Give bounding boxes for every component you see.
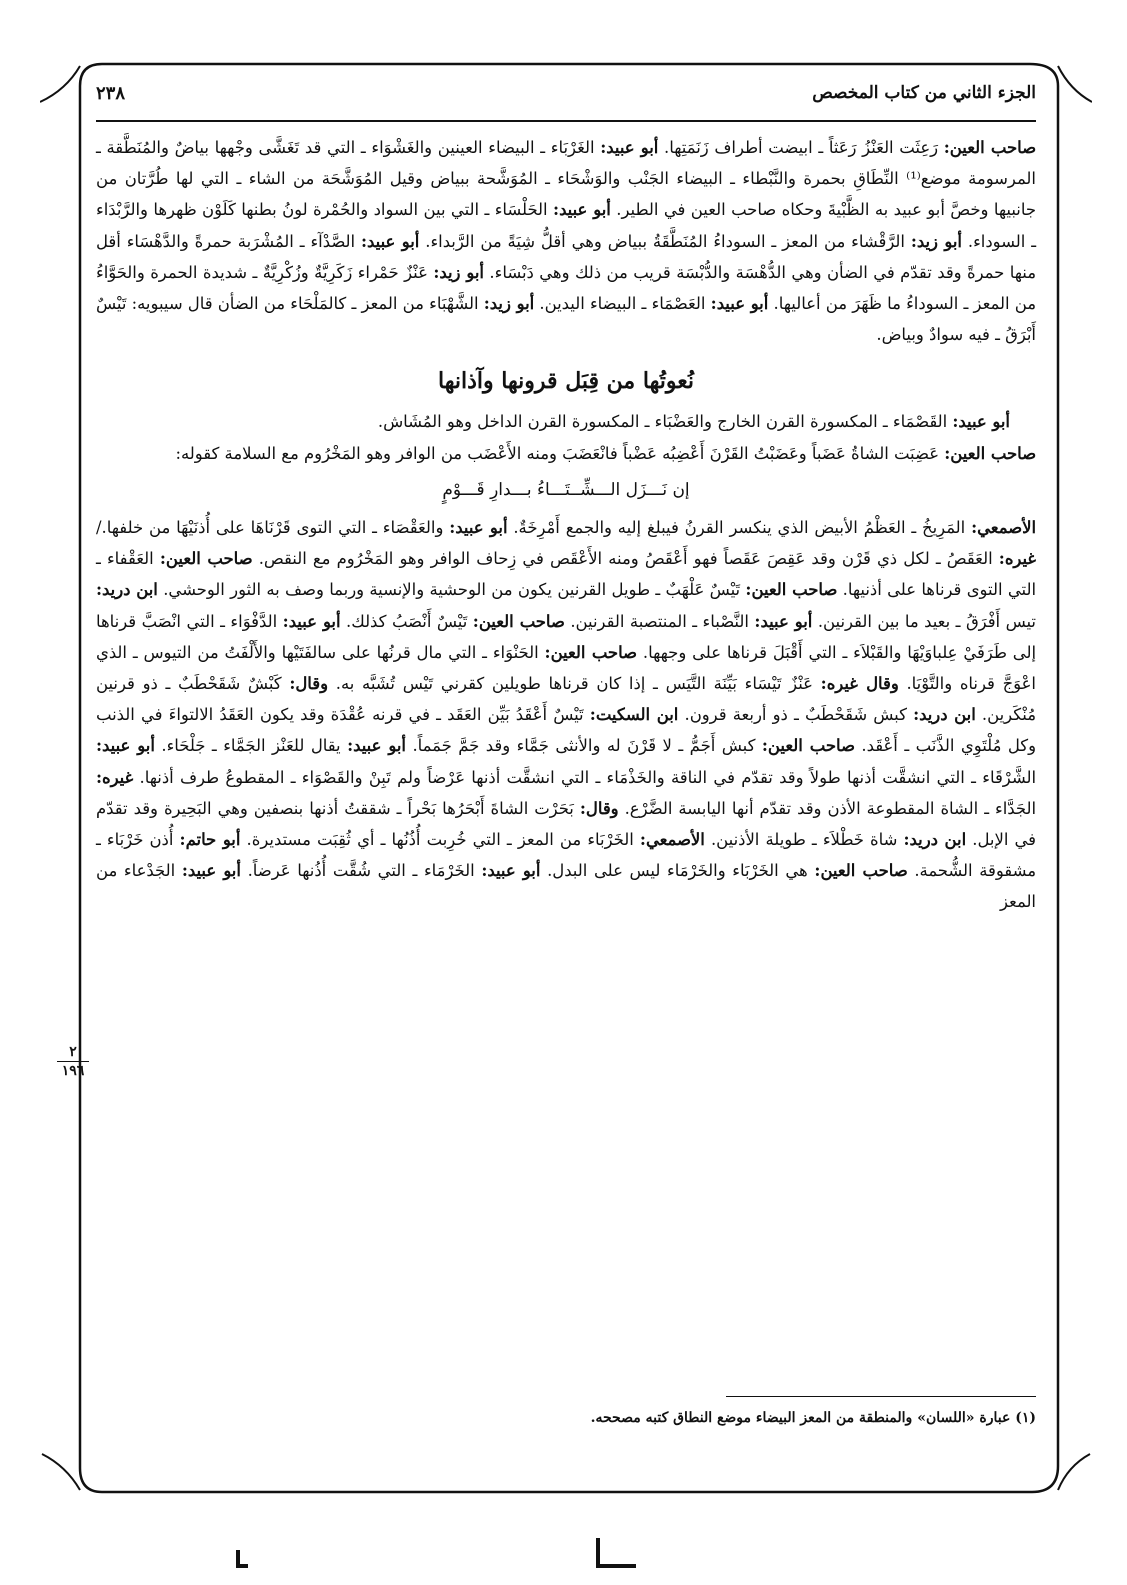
paragraph-text: تَيْسٌ أَعْقَدُ بَيِّن العَقَد ـ في قرنه عُقْدَة وقد يكون العَقَدُ الالتواءَ في الذنب وكل مُلْتَوِي الذَّنَب ـ أَعْقَد. bbox=[96, 705, 1036, 756]
paragraph-text: عَنْزٌ حَمْراء زَكَرِيَّةٌ وزُكْرِيَّةٌ ـ شديدة الحمرة والحَوَّاءُ من المعز ـ السوداءُ ما ظَهَرَ من أعاليها. bbox=[96, 262, 1036, 314]
header-rule bbox=[96, 120, 1036, 122]
paragraph-text: تيس أَفْرَقُ ـ بعيد ما بين القرنين. bbox=[812, 611, 1036, 631]
page-body bbox=[96, 132, 1036, 918]
paragraph-text: الحَنْوَاء ـ التي مال قرنُها على سالفَتَيْها والأَلْفَتُ من التيوس ـ الذي اعْوَجَّ قرناه والتَّوْيَا. bbox=[96, 642, 1036, 694]
footnote-rule bbox=[726, 1396, 1036, 1397]
speaker-attribution: ابن السكيت: bbox=[589, 705, 679, 725]
paragraph-text: والعَقْصَاء ـ التي التوى قَرْنَاهَا على أُذنَيْهَا من خلفها./ bbox=[96, 518, 450, 538]
section-title: نُعوتُها من قِبَل قرونها وآذانها bbox=[438, 368, 694, 395]
speaker-attribution: أبو عبيد: bbox=[710, 294, 769, 314]
speaker-attribution: أبو زيد: bbox=[910, 231, 962, 251]
page-number: ٢٣٨ bbox=[96, 82, 126, 104]
paragraph-text: أُذن خَرْبَاء ـ مشقوقة الشُّحمة. bbox=[96, 830, 1037, 881]
margin-reference-page: ١٩٦ bbox=[61, 1063, 85, 1079]
speaker-attribution: صاحب العين: bbox=[745, 580, 838, 600]
paragraph-text: عَضِبَت الشاةُ عَضَباً وعَضَبْتُ القَرْنَ أَعْضِبُه عَضْباً فانْعَضَبَ ومنه الأَعْضَب من الوافر وهو المَخْرُوم مع السلامة كقوله: bbox=[175, 443, 945, 463]
speaker-attribution: وقال غيره: bbox=[820, 674, 899, 694]
speaker-attribution: أبو عبيد: bbox=[282, 611, 341, 631]
paragraph-text: القَصْمَاء ـ المكسورة القرن الخارج والعَضْبَاء ـ المكسورة القرن الداخل وهو المُشَاش. bbox=[377, 412, 953, 432]
speaker-attribution: أبو عبيد: bbox=[600, 138, 659, 157]
speaker-attribution: أبو عبيد: bbox=[754, 611, 813, 631]
speaker-attribution: صاحب العين: bbox=[544, 642, 637, 662]
paragraph-text: الجَدَّاء ـ الشاة المقطوعة الأذن وقد تقدّم أنها اليابسة الضَّرْع. bbox=[618, 798, 1036, 818]
margin-reference-volume: ٢ bbox=[57, 1045, 89, 1062]
speaker-attribution: أبو عبيد: bbox=[449, 518, 508, 538]
paragraph-text: الغَرْبَاء ـ البيضاء العينين والغَشْوَاء ـ التي قد تَغَشَّى وجْهها بياضٌ والمُنَطَّقة ـ المرسومة موضع⁽¹⁾ النِّطَاقِ بحمرة والنَّبْطاء ـ البيضاء الجَنْب والوَشْحَاء ـ المُوَشَّحة ببياض وقيل المُوَشَّحَة من الشاء ـ التي لها طُرَّتان من جانبيها وخصَّ أبو عبيد به الظَّبْيةَ وحكاه صاحب العين في الطير. bbox=[96, 138, 1036, 220]
paragraph bbox=[96, 406, 1036, 437]
speaker-attribution: الأصمعي: bbox=[971, 518, 1036, 538]
running-title: الجزء الثاني من كتاب المخصص bbox=[812, 83, 1036, 103]
paragraph-text: كبش أَجَمُّ ـ لا قَرْنَ له والأنثى جَمَّاء وقد جَمَّ جَمَماً. bbox=[405, 736, 762, 756]
speaker-attribution: صاحب العين: bbox=[814, 861, 908, 881]
speaker-attribution: أبو عبيد: bbox=[96, 736, 155, 756]
speaker-attribution: أبو حاتم: bbox=[179, 830, 241, 850]
paragraph-text: عَنْزٌ تَيْسَاء بَيِّنَة التَّيَس ـ إذا كان قرناها طويلين كقرني تَيْس تُشَبَّه به. bbox=[328, 674, 821, 694]
paragraph-text: هي الخَرْبَاء والخَرْمَاء ليس على البدل. bbox=[540, 861, 815, 881]
speaker-attribution: أبو عبيد: bbox=[347, 736, 406, 756]
verse-line: إن نَـــزَل الـــشِّــتَـــاءُ بـــدارِ قَـــوْمٍ bbox=[442, 479, 690, 500]
paragraph-text: بَحَرْت الشاةَ أَبْحَرُها بَحْراً ـ شققتُ أذنها بنصفين وهي البَحِيرة وقد تقدّم في الإبل. bbox=[96, 798, 1037, 850]
section-paragraphs bbox=[96, 406, 1036, 468]
speaker-attribution: صاحب العين: bbox=[943, 138, 1036, 157]
bottom-paragraphs bbox=[96, 512, 1036, 918]
speaker-attribution: صاحب العين: bbox=[944, 443, 1036, 463]
paragraph-text: العَصْمَاء ـ البيضاء اليدين. bbox=[534, 294, 711, 314]
speaker-attribution: غيره: bbox=[96, 767, 134, 787]
speaker-attribution: صاحب العين: bbox=[472, 611, 565, 631]
speaker-attribution: أبو عبيد: bbox=[952, 412, 1010, 432]
speaker-attribution: صاحب العين: bbox=[761, 736, 855, 756]
speaker-attribution: الأصمعي: bbox=[639, 830, 705, 850]
bottom-scan-marks bbox=[0, 1520, 1127, 1585]
speaker-attribution: ابن دريد: bbox=[903, 830, 967, 850]
paragraph-text: العَقَصُ ـ لكل ذي قَرْن وقد عَقِصَ عَقَصاً فهو أَعْقَصُ ومنه الأَعْقَص في زِحاف الوافر وهو المَخْرُوم مع النقص. bbox=[252, 549, 999, 569]
speaker-attribution: وقال: bbox=[289, 674, 329, 694]
paragraph-text: الخَرْمَاء ـ التي شُقَّت أُذُنها عَرضاً. bbox=[240, 861, 482, 881]
speaker-attribution: وقال: bbox=[579, 798, 619, 818]
speaker-attribution: أبو عبيد: bbox=[181, 861, 241, 881]
speaker-attribution: ابن دريد: bbox=[913, 705, 976, 725]
paragraph bbox=[96, 512, 1036, 918]
paragraph-text: يقال للعَنْز الجَمَّاء ـ جَلْحَاء. bbox=[154, 736, 348, 756]
page-header bbox=[96, 76, 1036, 110]
speaker-attribution: غيره: bbox=[998, 549, 1036, 569]
paragraph-text: العَقْفاء ـ التي التوى قرناها على أذنيها. bbox=[96, 549, 1036, 600]
margin-reference bbox=[57, 1045, 89, 1078]
speaker-attribution: أبو عبيد: bbox=[481, 861, 541, 881]
speaker-attribution: صاحب العين: bbox=[159, 549, 253, 569]
paragraph-text: كبش شَقَحْطَبٌ ـ ذو أربعة قرون. bbox=[678, 705, 914, 725]
speaker-attribution: أبو عبيد: bbox=[361, 231, 420, 251]
paragraph bbox=[96, 438, 1036, 469]
paragraph-text: الشَّهْبَاء من المعز ـ كالمَلْحَاء من الضأن قال سيبويه: تَيْسٌ أَبْرَقُ ـ فيه سوادٌ وبياض. bbox=[96, 294, 1036, 345]
paragraph-text: تَيْسٌ أَنْصَبُ كذلك. bbox=[340, 611, 473, 631]
paragraph-text: المَرِيخُ ـ العَظْمُ الأبيض الذي ينكسر القرنُ فيبلغ إليه والجمع أَمْرِخَةٌ. bbox=[507, 518, 972, 538]
paragraph-text: الجَدْعاء من المعز bbox=[96, 861, 1036, 912]
paragraph-text: الدَّفْوَاء ـ التي انْصَبَّ قرناها إلى طَرَفَيْ عِلباوَيْهَا والقَبْلاَء ـ التي أَقْبَلَ قرناها على وجهها. bbox=[96, 611, 1036, 662]
paragraph-text: الحَلْسَاء ـ التي بين السواد والحُمْرة لونُ بطنها كَلَوْن ظهرها والرَّبْدَاء ـ السوداء. bbox=[96, 200, 1036, 251]
speaker-attribution: ابن دريد: bbox=[96, 580, 158, 600]
paragraph-text: رَعِثَت العَنْزُ رَعَثاً ـ ابيضت أطراف زَنَمَتِها. bbox=[658, 138, 944, 157]
paragraph-text: شاة خَطْلاَء ـ طويلة الأذنين. bbox=[704, 830, 904, 850]
paragraph-text: الخَرْبَاء من المعز ـ التي خُرِبت أُذُنُها ـ أي ثُقِبَت مستديرة. bbox=[240, 830, 640, 850]
paragraph-text: الصَّدْآء ـ المُشْرَبة حمرةً والدَّهْسَاء أقل منها حمرةً وقد تقدّم في الضأن وهي الدُّهْسَة والدُّبْسَة قريب من ذلك وهي دَبْسَاء. bbox=[96, 231, 1037, 282]
top-paragraphs bbox=[96, 132, 1036, 350]
speaker-attribution: أبو زيد: bbox=[483, 294, 535, 314]
speaker-attribution: أبو زيد: bbox=[433, 262, 484, 282]
paragraph-text: النَّصْباء ـ المنتصبة القرنين. bbox=[564, 611, 755, 631]
paragraph-text: كَبْشٌ شَقَحْطَبٌ ـ ذو قرنين مُنْكَرين. bbox=[96, 674, 1037, 725]
paragraph-text: الشَّرْقَاء ـ التي انشقَّت أذنها طولاً وقد تقدّم في الناقة والخَذْمَاء ـ التي انشقَّت أذنها عَرْضاً ولم تَبِنْ والقَصْوَاء ـ المقطوعُ طرف أذنها. bbox=[133, 767, 1036, 787]
footnote: (١) عبارة «اللسان» والمنطقة من المعز البيضاء موضع النطاق كتبه مصححه. bbox=[590, 1410, 1036, 1426]
speaker-attribution: أبو عبيد: bbox=[553, 200, 611, 220]
paragraph-text: الرَّقْشاء من المعز ـ السوداءُ المُنَطَّقَةُ ببياض وهي أقلُّ شِيَةً من الرَّبداء. bbox=[419, 231, 911, 251]
paragraph bbox=[96, 132, 1036, 350]
paragraph-text: تَيْسٌ عَلْهَبٌ ـ طويل القرنين يكون من الوحشية والإنسية وربما وصف به الثور الوحشي. bbox=[157, 580, 746, 600]
